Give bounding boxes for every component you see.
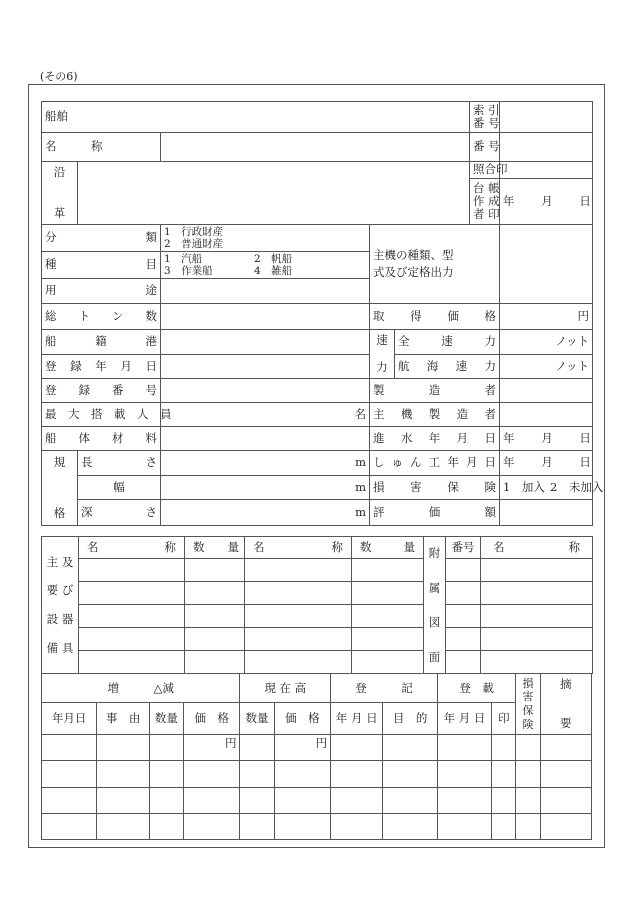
history-label (42, 162, 78, 225)
form-number-label: (その6) (40, 70, 78, 83)
knot-unit-2: ノット (555, 358, 590, 373)
col-current-price: 価 格 (274, 703, 330, 735)
yen-unit-current: 円 (315, 736, 328, 750)
equip-cell[interactable] (245, 628, 352, 651)
ledger-cell[interactable] (516, 761, 540, 788)
name-label: 名 称 (42, 133, 161, 162)
ledger-cell[interactable] (42, 814, 97, 840)
ledger-cell[interactable] (437, 814, 491, 840)
fig-cell[interactable] (481, 628, 593, 651)
table-row (42, 761, 592, 788)
completion-date-label: しゅん工年月日 (370, 451, 500, 476)
ledger-cell[interactable] (516, 735, 540, 761)
ledger-cell[interactable] (516, 788, 540, 814)
table-row (42, 605, 593, 628)
persons-unit: 名 (354, 406, 366, 421)
index-label-cell (470, 102, 500, 133)
ledger-cell[interactable] (274, 814, 330, 840)
table-row (42, 582, 593, 605)
fig-cell[interactable] (446, 582, 481, 605)
ledger-cell[interactable] (492, 761, 516, 788)
ledger-label-1: 台 帳 (473, 180, 500, 195)
ledger-cell[interactable] (184, 788, 240, 814)
engine-maker-value[interactable] (500, 403, 593, 427)
col-purpose: 目 的 (383, 703, 437, 735)
ledger-cell[interactable] (42, 735, 97, 761)
equip-cell[interactable] (79, 582, 185, 605)
insurance-options[interactable] (500, 476, 604, 500)
ledger-cell[interactable] (42, 761, 97, 788)
length-value[interactable] (161, 451, 370, 476)
registration-number-label: 登 録 番 号 (42, 379, 161, 403)
ledger-cell[interactable] (149, 761, 183, 788)
ledger-cell[interactable] (383, 735, 437, 761)
equip-name-header-2: 名 称 (245, 537, 352, 559)
fig-no-header: 番号 (446, 537, 481, 559)
ledger-cell[interactable] (437, 761, 491, 788)
attached-drawings-label (424, 537, 446, 674)
table-row (42, 735, 592, 761)
ledger-cell[interactable] (274, 761, 330, 788)
ledger-cell[interactable] (240, 814, 274, 840)
equip-cell[interactable] (245, 605, 352, 628)
ledger-date[interactable] (500, 179, 593, 225)
spec-label-1: 規 (53, 455, 66, 469)
ledger-cell[interactable] (437, 735, 491, 761)
ship-details-table (41, 101, 604, 526)
max-persons-label: 最 大 搭 載 人 員 (42, 403, 161, 427)
width-label: 幅 (78, 476, 161, 500)
tonnage-value[interactable] (161, 304, 370, 330)
maker-label: 製 造 者 (370, 379, 500, 403)
remarks-header (540, 674, 591, 735)
use-label: 用 途 (42, 279, 161, 304)
meter-unit-2: m (355, 479, 366, 494)
damage-insurance-text: 損害保険 (522, 676, 534, 731)
col-qty: 数量 (149, 703, 183, 735)
ledger-label (470, 179, 500, 225)
ledger-cell[interactable] (149, 814, 183, 840)
ledger-cell[interactable] (540, 735, 591, 761)
col-price: 価 格 (184, 703, 240, 735)
col-posting-date: 年 月 日 (437, 703, 491, 735)
depth-label: 深 さ (78, 500, 161, 526)
ledger-day: 日 (579, 193, 591, 208)
ledger-cell[interactable] (540, 761, 591, 788)
ledger-cell[interactable] (97, 788, 149, 814)
number-label: 番 号 (470, 133, 500, 162)
equip-name-header: 名 称 (79, 537, 185, 559)
ledger-cell[interactable] (516, 814, 540, 840)
full-speed-value[interactable] (500, 330, 593, 355)
ledger-cell[interactable] (540, 814, 591, 840)
index-label-b: 番 号 (473, 116, 500, 130)
ledger-cell[interactable] (97, 814, 149, 840)
ledger-year: 年 (503, 193, 515, 208)
history-label-bottom: 革 (53, 205, 66, 220)
ledger-cell[interactable] (331, 788, 383, 814)
class-option-2: 2 普通財産 (164, 238, 224, 250)
equip-cell[interactable] (79, 651, 185, 674)
use-value[interactable] (161, 279, 370, 304)
title-cell (42, 102, 470, 133)
ledger-cell[interactable] (184, 761, 240, 788)
damage-insurance-header (516, 674, 540, 735)
speed-label-2: 力 (376, 359, 388, 374)
equip-cell[interactable] (352, 559, 424, 582)
ledger-history-table (41, 673, 592, 840)
width-value[interactable] (161, 476, 370, 500)
ledger-cell[interactable] (492, 735, 516, 761)
table-row (42, 814, 592, 840)
ledger-current-price-cell[interactable] (274, 735, 330, 761)
insurance-option-1: 1 加入 (503, 479, 545, 494)
equip-cell[interactable] (352, 605, 424, 628)
number-value[interactable] (500, 133, 593, 162)
tonnage-label: 総 ト ン 数 (42, 304, 161, 330)
class-options (161, 225, 370, 252)
registration-date-value[interactable] (161, 355, 370, 379)
fig-cell[interactable] (446, 628, 481, 651)
ledger-cell[interactable] (331, 814, 383, 840)
ledger-cell[interactable] (492, 814, 516, 840)
completion-year: 年 (503, 455, 515, 470)
equip-qty-header-2: 数 量 (352, 537, 424, 559)
kind-option-4: 4 雑船 (254, 265, 293, 277)
col-current-qty: 数量 (240, 703, 274, 735)
table-row (42, 559, 593, 582)
acquisition-price-label: 取 得 価 格 (370, 304, 500, 330)
table-row (42, 628, 593, 651)
launch-date-value[interactable] (500, 427, 593, 451)
equip-cell[interactable] (185, 628, 245, 651)
fig-name-header: 名 称 (481, 537, 593, 559)
attached-2: 属 (428, 580, 441, 595)
class-option-1: 1 行政財産 (164, 225, 224, 238)
table-row (42, 651, 593, 674)
engine-type-value[interactable] (500, 225, 593, 304)
ledger-cell[interactable] (274, 788, 330, 814)
cruise-speed-label: 航 海 速 力 (395, 355, 500, 379)
cruise-speed-value[interactable] (500, 355, 593, 379)
spec-label-2: 格 (53, 505, 66, 520)
spec-label (42, 451, 78, 526)
hull-material-value[interactable] (161, 427, 370, 451)
insurance-label: 損 害 保 険 (370, 476, 500, 500)
launch-date-label: 進 水 年 月 日 (370, 427, 500, 451)
acquisition-price-value[interactable] (500, 304, 593, 330)
ledger-cell[interactable] (331, 761, 383, 788)
equipment-side-3: 設 器 (46, 612, 74, 627)
posting-header: 登 載 (437, 674, 516, 703)
launch-day: 日 (579, 430, 591, 445)
kind-option-3: 3 作業船 (164, 265, 213, 277)
equipment-table (41, 536, 593, 674)
current-holding-header: 現 在 高 (240, 674, 331, 703)
attached-3: 図 (428, 615, 441, 630)
ledger-month: 月 (541, 193, 553, 208)
history-label-top: 沿 (53, 165, 66, 179)
ledger-cell[interactable] (383, 788, 437, 814)
equipment-side-4: 備 具 (46, 640, 74, 655)
kind-options (161, 252, 370, 279)
fig-cell[interactable] (481, 559, 593, 582)
equip-cell[interactable] (79, 628, 185, 651)
name-value[interactable] (161, 133, 470, 162)
equip-cell[interactable] (185, 651, 245, 674)
registration-number-value[interactable] (161, 379, 370, 403)
col-registry-date: 年 月 日 (331, 703, 383, 735)
equipment-side-1: 主 及 (46, 554, 74, 569)
increase-decrease-header: 増 △減 (42, 674, 240, 703)
equip-cell[interactable] (185, 582, 245, 605)
fig-cell[interactable] (481, 582, 593, 605)
fig-cell[interactable] (481, 651, 593, 674)
valuation-label: 評 価 額 (370, 500, 500, 526)
fig-cell[interactable] (446, 651, 481, 674)
ledger-cell[interactable] (184, 814, 240, 840)
ledger-cell[interactable] (97, 735, 149, 761)
kind-label: 種 目 (42, 252, 161, 279)
table-row (42, 788, 592, 814)
engine-type-label (370, 225, 500, 304)
ledger-cell[interactable] (383, 814, 437, 840)
registry-header: 登 記 (331, 674, 438, 703)
equip-cell[interactable] (352, 651, 424, 674)
ledger-cell[interactable] (540, 788, 591, 814)
equip-qty-header: 数 量 (185, 537, 245, 559)
depth-value[interactable] (161, 500, 370, 526)
ledger-label-2: 作 成 (473, 193, 500, 208)
fig-cell[interactable] (446, 559, 481, 582)
equip-cell[interactable] (352, 628, 424, 651)
registration-date-label: 登 録 年 月 日 (42, 355, 161, 379)
port-value[interactable] (161, 330, 370, 355)
ledger-price-cell[interactable] (184, 735, 240, 761)
engine-maker-label: 主 機 製 造 者 (370, 403, 500, 427)
equip-cell[interactable] (245, 582, 352, 605)
ledger-cell[interactable] (437, 788, 491, 814)
ledger-cell[interactable] (97, 761, 149, 788)
engine-label-2: 式及び定格出力 (373, 265, 454, 279)
ledger-cell[interactable] (240, 788, 274, 814)
equip-cell[interactable] (79, 605, 185, 628)
speed-label-1: 速 (376, 333, 388, 348)
ledger-cell[interactable] (240, 761, 274, 788)
seal-check-value[interactable] (500, 162, 593, 179)
equip-cell[interactable] (245, 651, 352, 674)
launch-month: 月 (541, 430, 553, 445)
attached-1: 附 (428, 546, 441, 560)
engine-label-1: 主機の種類、型 (373, 247, 454, 262)
col-item: 事 由 (97, 703, 149, 735)
kind-option-2: 2 帆船 (254, 252, 293, 265)
ledger-cell[interactable] (149, 788, 183, 814)
equipment-side-label (42, 537, 79, 674)
completion-month: 月 (541, 455, 553, 470)
ledger-cell[interactable] (331, 735, 383, 761)
launch-year: 年 (503, 430, 515, 445)
yen-unit: 円 (577, 308, 590, 323)
col-date: 年月日 (42, 703, 97, 735)
equip-cell[interactable] (185, 559, 245, 582)
hull-material-label: 船 体 材 料 (42, 427, 161, 451)
col-seal: 印 (492, 703, 516, 735)
equipment-side-2: 要 び (46, 583, 74, 598)
ledger-cell[interactable] (42, 788, 97, 814)
attached-4: 面 (428, 649, 441, 664)
seal-check-label: 照合印 (470, 162, 500, 179)
remarks-2: 要 (560, 715, 572, 730)
ledger-cell[interactable] (240, 735, 274, 761)
ledger-label-3: 者 印 (473, 207, 500, 222)
speed-label (370, 330, 395, 379)
ledger-cell[interactable] (383, 761, 437, 788)
length-label: 長 さ (78, 451, 161, 476)
ledger-cell[interactable] (492, 788, 516, 814)
index-value[interactable] (500, 102, 593, 133)
equip-cell[interactable] (245, 559, 352, 582)
meter-unit: m (355, 455, 366, 470)
meter-unit-3: m (355, 504, 366, 519)
maker-value[interactable] (500, 379, 593, 403)
fig-cell[interactable] (446, 605, 481, 628)
equip-cell[interactable] (185, 605, 245, 628)
completion-date-value[interactable] (500, 451, 593, 476)
port-label: 船 籍 港 (42, 330, 161, 355)
remarks-1: 摘 (560, 677, 572, 691)
yen-unit-price: 円 (224, 736, 237, 750)
max-persons-value[interactable] (161, 403, 370, 427)
class-label: 分 類 (42, 225, 161, 252)
ledger-cell[interactable] (149, 735, 183, 761)
insurance-option-2: 2 未加入 (550, 479, 604, 494)
completion-day: 日 (579, 455, 591, 470)
fig-cell[interactable] (481, 605, 593, 628)
valuation-value[interactable] (500, 500, 593, 526)
history-value[interactable] (78, 162, 470, 225)
title: 船舶 (45, 109, 68, 124)
equip-cell[interactable] (79, 559, 185, 582)
full-speed-label: 全 速 力 (395, 330, 500, 355)
equip-cell[interactable] (352, 582, 424, 605)
knot-unit: ノット (555, 334, 590, 349)
kind-option-1: 1 汽船 (164, 252, 203, 265)
index-label-a: 索 引 (473, 102, 500, 117)
